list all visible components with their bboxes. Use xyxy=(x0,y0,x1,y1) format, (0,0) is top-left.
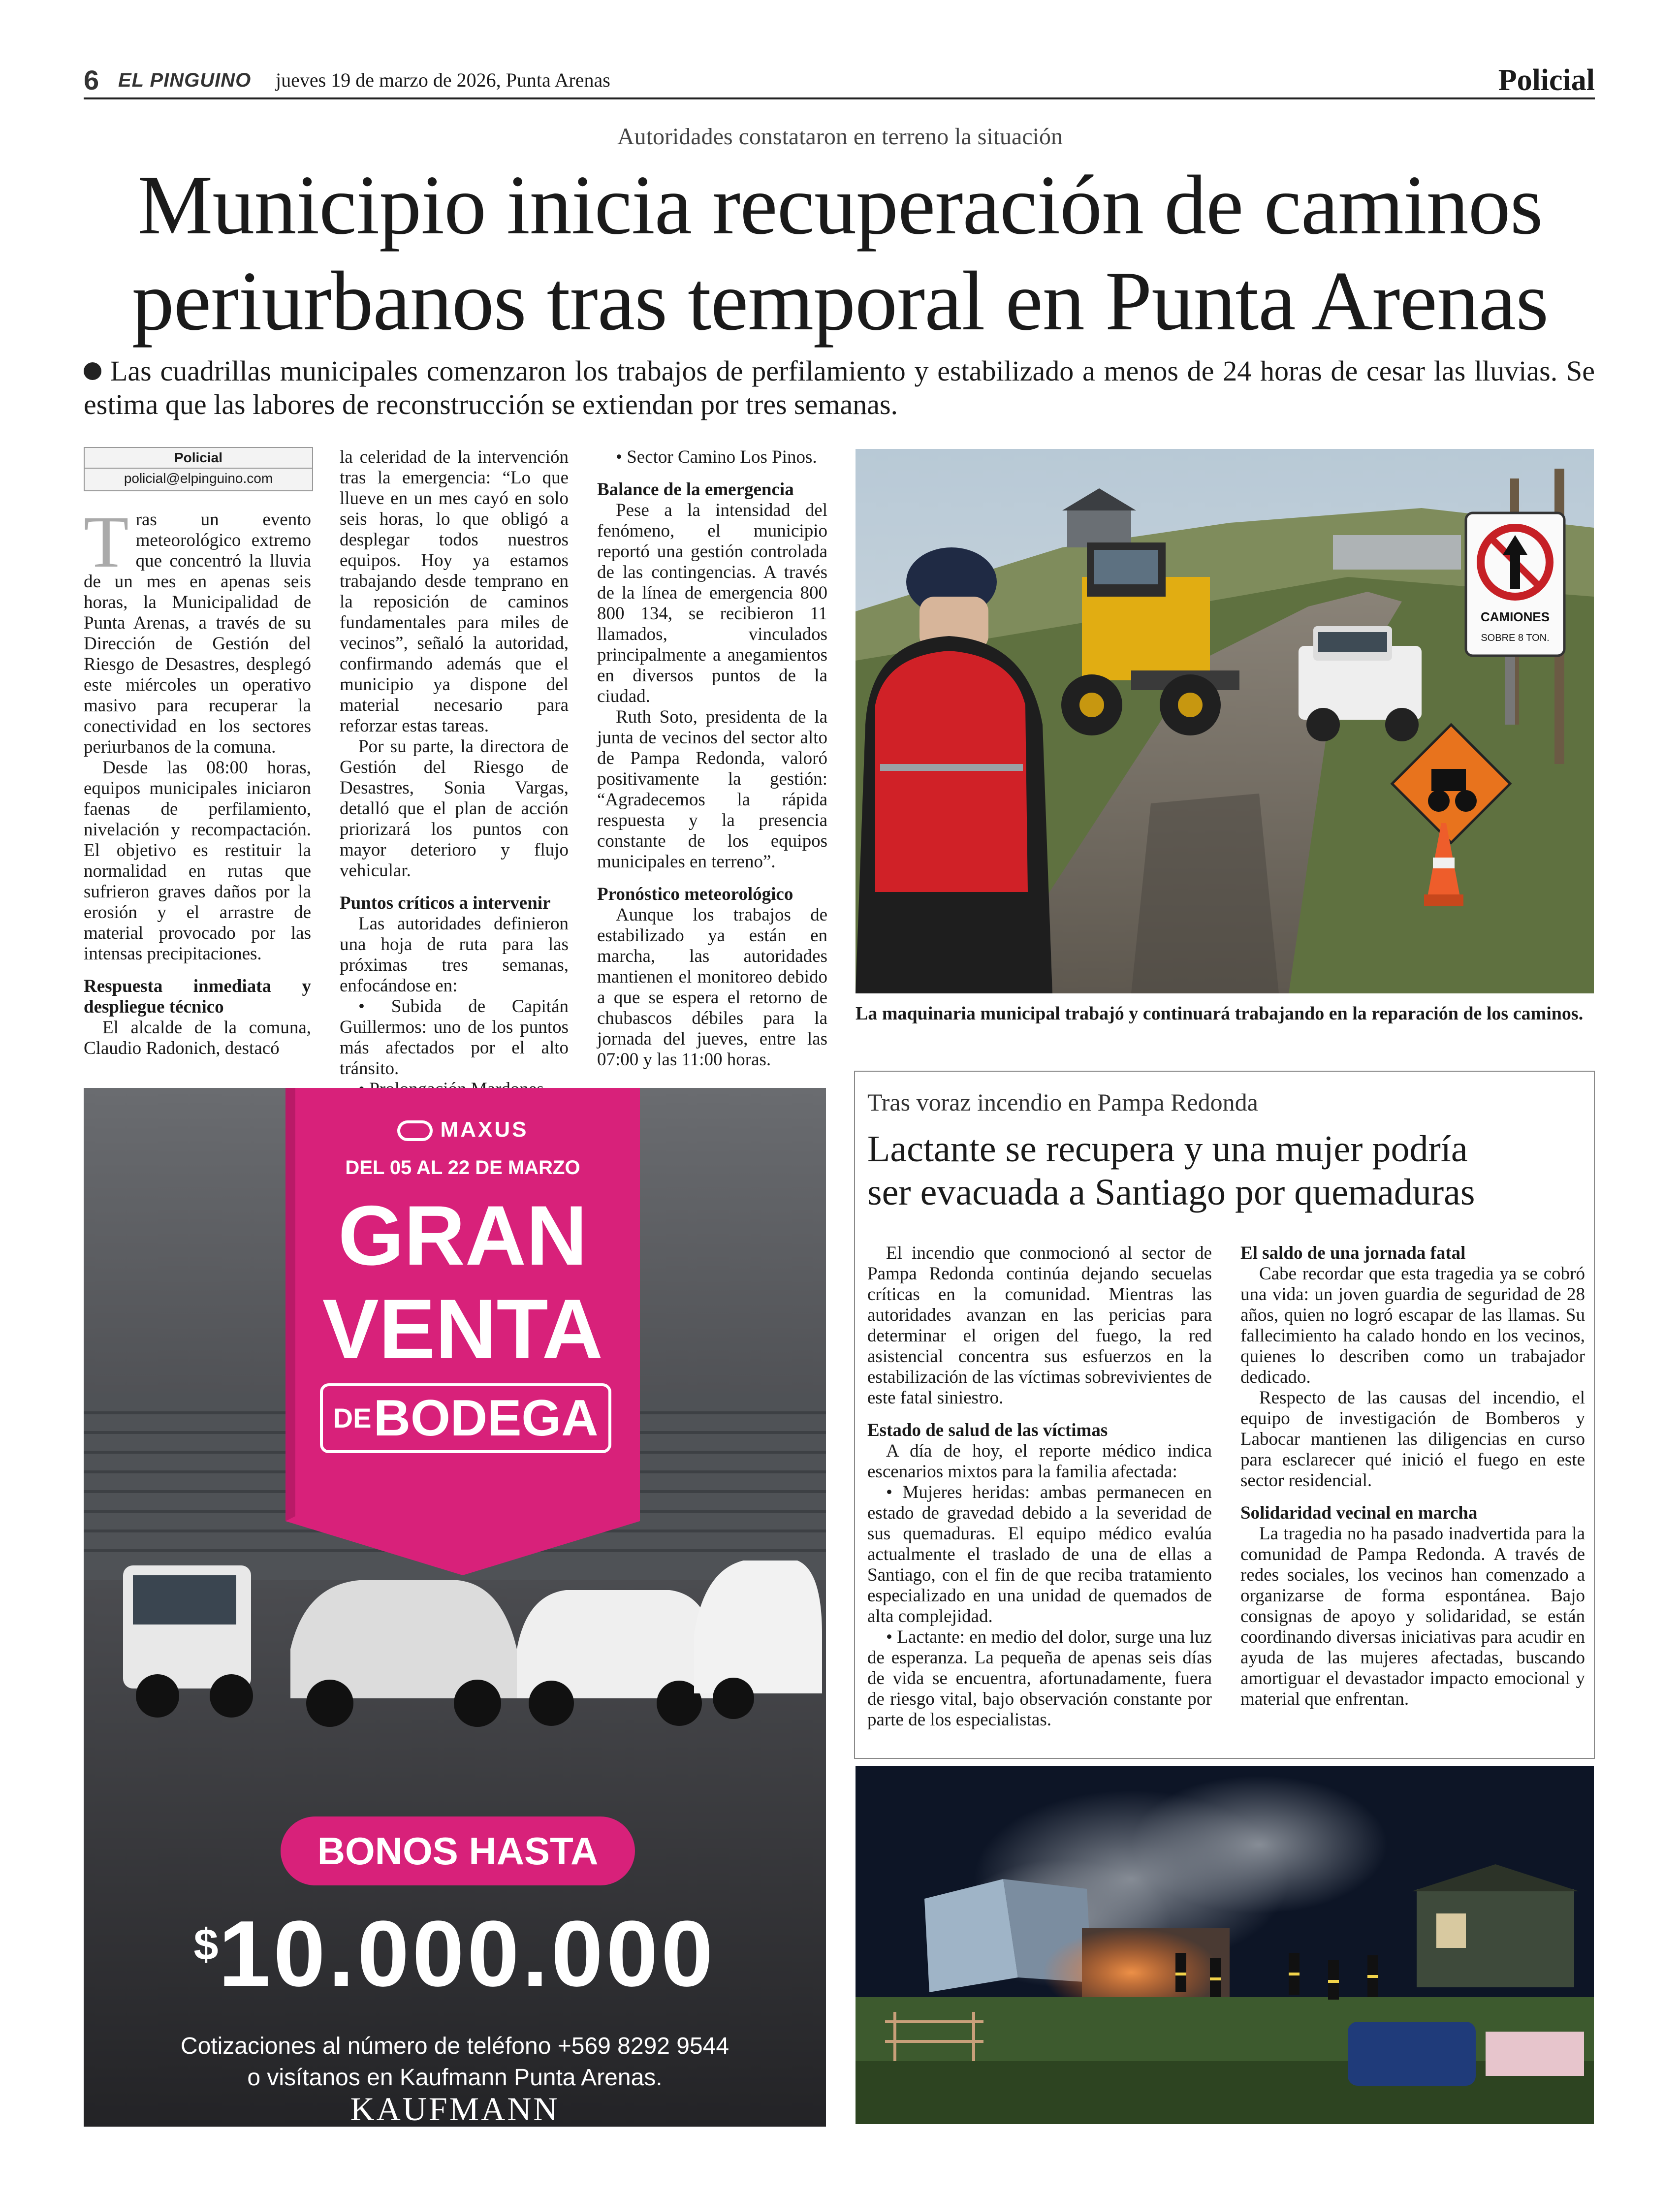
ad-line-1: GRAN xyxy=(338,1188,588,1283)
dateline: jueves 19 de marzo de 2026, Punta Arenas xyxy=(276,69,610,91)
article-kicker: Autoridades constataron en terreno la situación xyxy=(617,124,1063,150)
author-email[interactable]: policial@elpinguino.com xyxy=(124,471,273,486)
ad-line-3-small: DE xyxy=(333,1402,372,1433)
ad-contact-line-1: Cotizaciones al número de teléfono +569 8292 9544 xyxy=(180,2033,729,2059)
paragraph: Por su parte, la directora de Gestión del Riesgo de Desastres, Sonia Vargas, detalló que el plan de acción priorizará los puntos con mayor deterioro y flujo vehicular. xyxy=(340,736,569,881)
paragraph: El alcalde de la comuna, Claudio Radonich, destacó xyxy=(84,1018,311,1058)
second-article-column-2 xyxy=(1240,1243,1585,1710)
sign-text: SOBRE 8 TON. xyxy=(1481,633,1550,643)
page-number: 6 xyxy=(84,64,99,96)
paragraph-continued: la celeridad de la intervención tras la emergencia: “Lo que llueve en un mes cayó en solo seis horas, lo que obligó a desplegar todos nuestros equipos. Hoy ya estamos trabajando desde temprano en la reposición de caminos fundamentales para miles de vecinos”, señaló la autoridad, confirmando además que el municipio ya dispone del material necesario para reforzar estas tareas. xyxy=(340,447,569,736)
subheading: Puntos críticos a intervenir xyxy=(340,893,551,913)
paragraph: Ruth Soto, presidenta de la junta de vecinos del sector alto de Pampa Redonda, valoró positivamente la gestión: “Agradecemos la rápida respuesta y la presencia constante de los equipos municipales en terreno”. xyxy=(597,707,827,872)
subheading: Pronóstico meteorológico xyxy=(597,884,793,904)
author-name: Policial xyxy=(85,448,312,469)
article-column-2 xyxy=(340,447,569,1100)
section-title: Policial xyxy=(1498,64,1595,97)
paragraph: Desde las 08:00 horas, equipos municipales iniciaron faenas de perfilamiento, nivelación y recompactación. El objetivo es restituir la normalidad en rutas que sufrieron graves daños por la erosión y el arrastre de material provocado por las intensas precipitaciones. xyxy=(84,758,311,964)
headline-line-2: periurbanos tras temporal en Punta Arenas xyxy=(131,255,1549,348)
article-headline xyxy=(59,158,1621,350)
ad-amount-row xyxy=(84,1900,826,2007)
article-column-3 xyxy=(597,447,827,1070)
list-item: • Subida de Capitán Guillermos: uno de los puntos más afectados por el alto tránsito. xyxy=(340,996,569,1079)
ad-brand: MAXUS xyxy=(440,1117,529,1142)
maxus-logo-icon xyxy=(397,1120,433,1141)
drop-cap: T xyxy=(84,501,129,583)
paragraph: ras un evento meteorológico extremo que concentró la lluvia de un mes en apenas seis horas, la Municipalidad de Punta Arenas, a través de su Dirección de Gestión del Riesgo de Desastres, desplegó este miércoles un operativo masivo para recuperar la conectividad en los sectores periurbanos de la comuna. xyxy=(84,510,311,757)
fire-scene-illustration xyxy=(856,1766,1594,2124)
subheading: Balance de la emergencia xyxy=(597,479,794,500)
ad-bonus-label: BONOS HASTA xyxy=(317,1829,599,1873)
ad-amount-symbol: $ xyxy=(193,1920,219,1970)
ad-contact-line-2: o visítanos en Kaufmann Punta Arenas. xyxy=(247,2065,663,2091)
paragraph: Cabe recordar que esta tragedia ya se cobró una vida: un joven guardia de seguridad de 28 años, quien no logró escapar de las llamas. Su fallecimiento ha calado hondo en los vecinos, quienes lo describen como un trabajador dedicado. xyxy=(1240,1264,1585,1387)
subheading: El saldo de una jornada fatal xyxy=(1240,1243,1466,1263)
paragraph: Pese a la intensidad del fenómeno, el municipio reportó una gestión controlada de las contingencias. A través de la línea de emergencia 800 800 134, se recibieron 11 llamados, vinculados principalmente a anegamientos en diversos puntos de la ciudad. xyxy=(597,500,827,706)
ad-amount: 10.000.000 xyxy=(218,1902,716,2006)
ad-bodega-box xyxy=(320,1383,611,1453)
second-article-headline xyxy=(867,1127,1586,1214)
article-column-1 xyxy=(84,501,311,1059)
paragraph: El incendio que conmocionó al sector de Pampa Redonda continúa dejando secuelas críticas en la comunidad. Mientras las autoridades avanzan en las pericias para determinar el origen del fuego, la red asistencial concentra sus esfuerzos en la estabilización de las víctimas sobrevivientes de este fatal siniestro. xyxy=(867,1243,1212,1408)
paper-name: EL PINGUINO xyxy=(118,69,252,91)
paragraph: Aunque los trabajos de estabilizado ya están en marcha, las autoridades mantienen el monitoreo debido a que se espera el retorno de chubascos débiles para la jornada del jueves, entre las 07:00 y las 11:00 horas. xyxy=(597,905,827,1070)
second-article-kicker: Tras voraz incendio en Pampa Redonda xyxy=(867,1088,1258,1116)
sign-text: CAMIONES xyxy=(1480,609,1550,624)
ad-line-3: BODEGA xyxy=(373,1390,599,1447)
author-box xyxy=(84,447,313,491)
ad-line-2: VENTA xyxy=(322,1282,603,1376)
advertisement[interactable] xyxy=(84,1088,826,2127)
subheading: Estado de salud de las víctimas xyxy=(867,1420,1108,1440)
list-item: • Lactante: en medio del dolor, surge una luz de esperanza. La pequeña de apenas seis días de vida se encuentra, afortunadamente, fuera de riesgo vital, bajo observación constante por parte de los especialistas. xyxy=(867,1627,1212,1730)
headline-line-1: Lactante se recupera y una mujer podría xyxy=(867,1128,1468,1170)
ad-dealer-logo: KAUFMANN xyxy=(350,2090,560,2127)
list-item: • Mujeres heridas: ambas permanecen en estado de gravedad debido a la severidad de sus quemaduras. El equipo médico evalúa actualmente el traslado de una de ellas a Santiago, con el fin de que reciba tratamiento especializado en una unidad de quemados de alta complejidad. xyxy=(867,1482,1212,1626)
article-lede xyxy=(84,354,1595,421)
headline-line-1: Municipio inicia recuperación de caminos xyxy=(137,159,1543,252)
photo-caption: La maquinaria municipal trabajó y continuará trabajando en la reparación de los caminos. xyxy=(856,1003,1584,1024)
ad-brand-row xyxy=(285,1117,640,1142)
headline-line-2: ser evacuada a Santiago por quemaduras xyxy=(867,1172,1475,1213)
road-work-illustration xyxy=(856,449,1594,993)
road-work-photo xyxy=(856,449,1594,993)
second-article-column-1 xyxy=(867,1243,1212,1730)
paragraph: Las autoridades definieron una hoja de ruta para las próximas tres semanas, enfocándose en: xyxy=(340,914,569,996)
ad-contact xyxy=(84,2031,826,2094)
page-header xyxy=(84,63,1595,99)
bullet-icon xyxy=(84,362,101,380)
subheading: Solidaridad vecinal en marcha xyxy=(1240,1503,1478,1523)
paragraph: La tragedia no ha pasado inadvertida para la comunidad de Pampa Redonda. A través de redes sociales, los vecinos han comenzado a organizarse de forma espontánea. Bajo consignas de apoyo y solidaridad, se están coordinando diversas iniciativas para acudir en ayuda de las mujeres afectadas, buscando amortiguar el devastador impacto emocional y material que enfrentan. xyxy=(1240,1524,1585,1709)
fire-scene-photo xyxy=(856,1766,1594,2124)
paragraph: Respecto de las causas del incendio, el equipo de investigación de Bomberos y Labocar mantienen las diligencias en curso para esclarecer qué inició el fuego en este sector residencial. xyxy=(1240,1388,1585,1491)
ad-dates: DEL 05 AL 22 DE MARZO xyxy=(345,1157,580,1179)
paragraph: A día de hoy, el reporte médico indica escenarios mixtos para la familia afectada: xyxy=(867,1441,1212,1482)
subheading: Respuesta inmediata y despliegue técnico xyxy=(84,976,311,1017)
lede-text: Las cuadrillas municipales comenzaron los trabajos de perfilamiento y estabilizado a menos de 24 horas de cesar las lluvias. Se estima que las labores de reconstrucción se extiendan por tres semanas. xyxy=(84,355,1595,420)
list-item: • Sector Camino Los Pinos. xyxy=(616,447,817,467)
